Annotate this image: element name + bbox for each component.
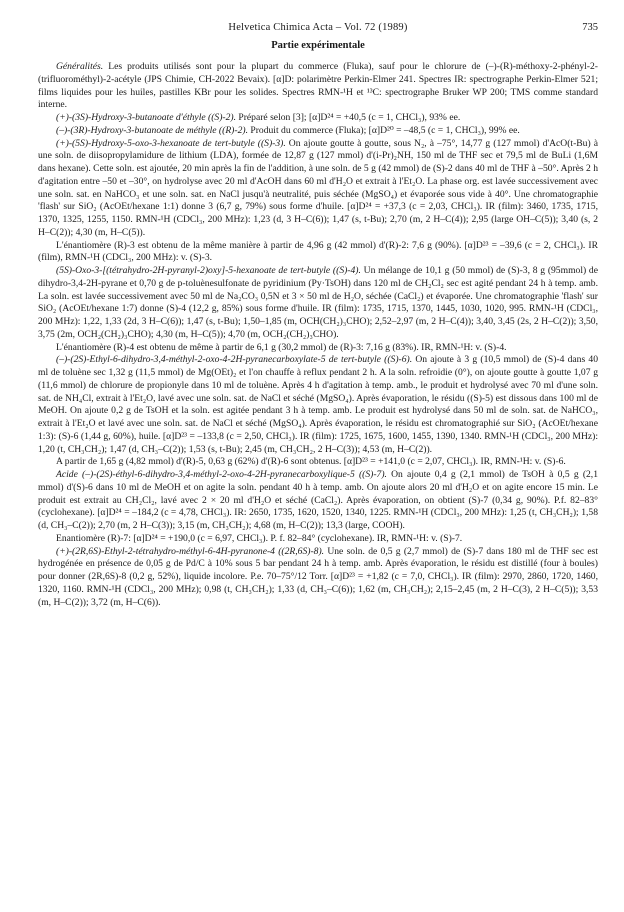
paragraph-text: Une soln. de 0,5 g (2,7 mmol) de (S)-7 dans 180 ml de THF sec est hydrogénée en présence de 0,05 g de Pd/C à 10% sous 5 bar pendant 24 h à temp. amb. Après évaporation, le résidu est distillé (four à boules) pour donner (2R,6S)-8 (0,2 g, 52%), liquide incolore. P.e. 70–75°/12 Torr. [α]D²³ = +1,82 (c = 7,0, CHCl₃). IR (film): 2970, 2860, 1720, 1460, 1320, 1160. RMN-¹H (CDCl₃, 200 MHz); 0,98 (t, CH₃CH₂); 1,33 (d, CH₃–C(6)); 1,62 (m, CH₃CH₂); 2,15–2,45 (m, 2 H–C(3), 2 H–C(5)); 3,53 (m, H–C(2)); 3,72 (m, H–C(6)).: [38, 545, 599, 608]
running-head: [38, 0, 598, 40]
paragraph-text: L'énantiomère (R)-3 est obtenu de la même manière à partir de 4,96 g (42 mmol) d'(R)-2: 7,6 g (90%). [α]D²³ = –39,6 (c = 2, CHCl₃). IR (film), RMN-¹H (CDCl₃, 200 MHz): v. (S)-3.: [38, 239, 598, 264]
paragraph-title: (5S)-Oxo-3-[(tétrahydro-2H-pyranyl-2)oxy]-5-hexanoate de tert-butyle ((S)-4).: [56, 265, 361, 276]
paragraph-r-2: [38, 125, 598, 138]
journal-title: Helvetica Chimica Acta – Vol. 72 (1989): [228, 22, 408, 33]
paragraph-s-3: [38, 138, 598, 240]
paragraph-text: Un mélange de 10,1 g (50 mmol) de (S)-3, 8 g (95mmol) de dihydro-3,4-2H-pyrane et 0,70 g de p-toluènesulfonate de pyridinium (Py·TsOH) dans 120 ml de CH₂Cl₂ sec est agité pendant 24 h à temp. amb. La soln. est lavée successivement avec 50 ml de Na₂CO₃ 0,5N et 3 × 50 ml de H₂O, séchée (CaCl₂) et évaporée. Une chromatographie 'flash' sur SiO₂ (AcOEt/hexane 1:7) donne (S)-4 (12,2 g, 85%) sous forme d'huile. IR (film): 1735, 1715, 1370, 1445, 1030, 1020, 995. RMN-¹H (CDCl₃, 200 MHz): 1,22, 1,33 (2d, 3 H–C(6)); 1,47 (s, t-Bu); 1,50–1,85 (m, OCH(CH₂)₃CHO); 2,52–2,97 (m, 2 H–C(4)); 3,40, 3,45 (2s, 2 H–C(2)); 3,50, 3,75 (2m, OCH₂(CH₂)₃CHO); 4,30 (m, H–C(5)); 4,70 (m, OCH₂(CH₂)₃CHO).: [38, 265, 598, 340]
paragraph-text: On ajoute à 3 g (10,5 mmol) de (S)-4 dans 40 ml de toluène sec 1,32 g (11,5 mmol) de Mg(OEt)₂ et l'on chauffe à reflux pendant 2 h. A la soln. refroidie (0°), on ajoute goutte à goutte 1,07 g (11,6 mmol) de chlorure de propionyle dans 10 ml de toluène. Après 4 h d'agitation à temp. amb., le produit et hydrolysé avec 70 ml d'une soln. sat. de NH₄Cl, extrait à l'Et₂O, lavé avec une soln. sat. de NaCl et séché (MgSO₄). Après évaporation, le résidu ((S)-5) est dissous dans 100 ml de MeOH. On ajoute 0,2 g de TsOH et la soln. est agitée pendant 3 h à temp. amb. Le produit est hydrolysé dans 50 ml de soln. sat. de NaHCO₃, extrait à l'Et₂O et lavé avec une soln. sat. de NaCl et séché (MgSO₄). Après évaporation, le résidu est chromatographié sur SiO₂ (AcOEt/hexane 1:3): (S)-6 (1,44 g, 60%), huile. [α]D²³ = –133,8 (c = 2,50, CHCl₃). IR (film): 1725, 1675, 1600, 1455, 1390, 1340. RMN-¹H (CDCl₃, 200 MHz): 1,20 (t, CH₃CH₂); 1,47 (d, CH₃–C(2)); 1,53 (s, t-Bu); 2,45 (m, CH₃CH₂, 2 H–C(3)); 4,53 (m, H–C(2)).: [38, 354, 599, 455]
paragraph-2r6s-8: [38, 546, 598, 610]
paragraph-text: L'énantiomère (R)-4 est obtenu de même à partir de 6,1 g (30,2 mmol) de (R)-3: 7,16 g (83%). IR, RMN-¹H: v. (S)-4.: [56, 341, 507, 353]
paragraph-text: Enantiomère (R)-7: [α]D²⁴ = +190,0 (c = 6,97, CHCl₃). P. f. 82–84° (cyclohexane). IR, RMN-¹H: v. (S)-7.: [56, 532, 463, 544]
paragraph-text: A partir de 1,65 g (4,82 mmol) d'(R)-5, 0,63 g (62%) d'(R)-6 sont obtenus. [α]D²³ = +141,0 (c = 2,07, CHCl₃). IR, RMN-¹H: v. (S)-6.: [56, 456, 566, 468]
paragraph-title: (+)-(5S)-Hydroxy-5-oxo-3-hexanoate de tert-butyle ((S)-3).: [56, 137, 286, 149]
paragraph-text: On ajoute goutte à goutte, sous N₂, à –75°, 14,77 g (127 mmol) d'AcO(t-Bu) à une soln. de diisopropylamidure de lithium (LDA), formée de 12,87 g (127 mmol) d'(i-Pr)₂NH, 150 ml de THF sec et 79,5 ml de BuLi (1,6M dans hexane). Cette soln. est ajoutée, 20 min après la fin de l'addition, à une soln. de 5 g (42 mmol) de (S)-2 dans 40 ml de THF à –50°. Après 2 h d'agitation entre –50 et –30°, on hydrolyse avec 20 ml d'AcOH dans 60 ml d'H₂O et extrait à l'Et₂O. La phase org. est lavée successivement avec une soln. sat. en NaHCO₃ et une soln. sat. en NaCl jusqu'à neutralité, puis séchée (MgSO₄) et évaporée sous vide à 40°. Une chromatographie 'flash' sur SiO₂ (AcOEt/hexane 1:1) donne 3 (6,7 g, 79%) sous forme d'huile. [α]D²⁴ = +37,3 (c = 2,03, CHCl₃). IR (film): 3460, 1735, 1715, 1370, 1325, 1255, 1150. RMN-¹H (CDCl₃, 200 MHz): 1,23 (d, 3 H–C(6)); 1,47 (s, t-Bu); 2,70 (m, 2 H–C(4)); 2,95 (large OH–C(5)); 3,40 (s, 2 H–C(2)); 4,30 (m, H–C(5)).: [38, 137, 598, 238]
paragraph-generalites: [38, 61, 598, 112]
paragraph-title: (–)-(3R)-Hydroxy-3-butanoate de méthyle ((R)-2).: [56, 124, 248, 136]
paragraph-s-6: [38, 354, 598, 456]
paragraph-title: (+)-(2R,6S)-Ethyl-2-tétrahydro-méthyl-6-4H-pyranone-4 ((2R,6S)-8).: [56, 545, 325, 557]
section-title: Partie expérimentale: [271, 40, 365, 51]
paragraph-text: Préparé selon [3]; [α]D²⁴ = +40,5 (c = 1, CHCl₃), 93% ee.: [235, 112, 461, 123]
paragraph-title: Acide (–)-(2S)-éthyl-6-dihydro-3,4-méthyl-2-oxo-4-2H-pyranecarboxylique-5 ((S)-7).: [56, 469, 387, 480]
paragraph-s-7: [38, 469, 598, 533]
article-body: [38, 61, 598, 609]
paragraph-text: Les produits utilisés sont pour la plupart du commerce (Fluka), sauf pour le chlorure de (–)-(R)-méthoxy-2-phényl-2-(trifluorométhyl)-2-acétyle (JPS Chimie, CH-2022 Bevaix). [α]D: polarimètre Perkin-Elmer 241. Spectres IR: spectrographe Perkin-Elmer 521; films liquides pour les huiles, pastilles KBr pour les solides. Spectres RMN-¹H et ¹³C: spectrographe Bruker WP 200; TMS comme standard interne.: [38, 61, 598, 111]
paragraph-s-2: [38, 112, 598, 125]
paragraph-text: Produit du commerce (Fluka); [α]D²⁰ = –48,5 (c = 1, CHCl₃), 99% ee.: [247, 124, 520, 136]
paragraph-title: (+)-(3S)-Hydroxy-3-butanoate d'éthyle ((S)-2).: [56, 112, 236, 123]
page: [38, 0, 598, 609]
paragraph-title: Généralités.: [56, 61, 104, 72]
paragraph-r-7: [38, 533, 598, 546]
paragraph-s-4: [38, 265, 598, 342]
page-number: 735: [582, 22, 598, 33]
paragraph-r-3: [38, 240, 598, 266]
paragraph-text: On ajoute 0,4 g (2,1 mmol) de TsOH à 0,5 g (2,1 mmol) d'(S)-6 dans 10 ml de MeOH et on agite la soln. pendant 40 h à temp. amb. On ajoute alors 20 ml d'H₂O et on agite encore 15 min. Le produit est extrait au CH₂Cl₂, lavé avec 2 × 20 ml d'H₂O et séché (CaCl₂). Après évaporation, on obtient (S)-7 (0,34 g, 90%). P.f. 82–83° (cyclohexane). [α]D²⁴ = –184,2 (c = 4,78, CHCl₃). IR: 2650, 1735, 1620, 1520, 1340, 1225. RMN-¹H (CDCl₃, 200 MHz): 1,25 (t, CH₃CH₂); 1,58 (d, CH₃–C(2)); 2,70 (m, 2 H–C(3)); 3,15 (m, CH₃CH₂); 4,68 (m, H–C(2)); 13,3 (large, COOH).: [38, 469, 599, 531]
paragraph-r-6: [38, 456, 598, 469]
paragraph-title: (–)-(2S)-Ethyl-6-dihydro-3,4-méthyl-2-oxo-4-2H-pyranecarboxylate-5 de tert-butyle ((S)-6).: [56, 354, 413, 366]
paragraph-r-4: [38, 342, 598, 355]
